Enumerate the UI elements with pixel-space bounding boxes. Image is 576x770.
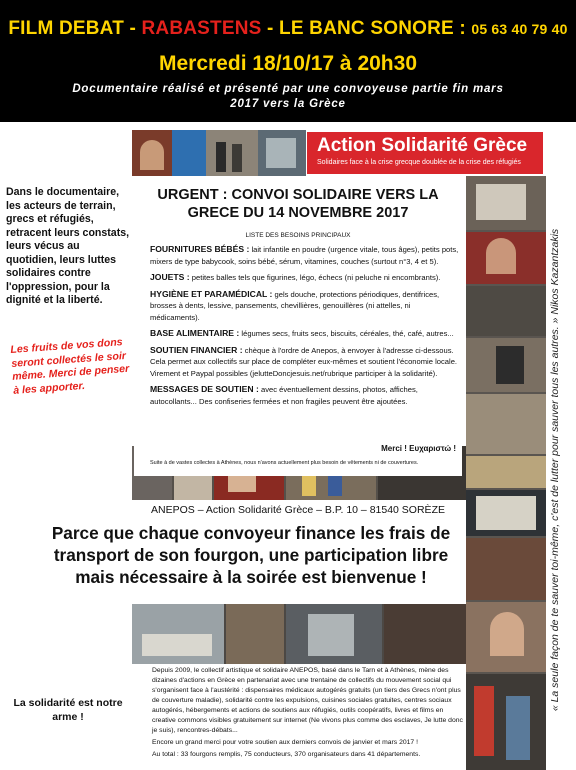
need-item-food: BASE ALIMENTAIRE : légumes secs, fruits secs, biscuits, céréales, thé, café, autres... bbox=[150, 328, 454, 338]
solidarity-slogan: La solidarité est notre arme ! bbox=[13, 697, 123, 723]
event-tagline: Documentaire réalisé et présenté par une convoyeuse partie fin mars 2017 vers la Grèce bbox=[72, 83, 504, 110]
urgent-title: URGENT : CONVOI SOLIDAIRE VERS LA GRECE DU 14 NOVEMBRE 2017 bbox=[157, 187, 439, 221]
event-header bbox=[0, 0, 576, 122]
event-title-line bbox=[0, 18, 576, 40]
need-item-baby: FOURNITURES BÉBÉS : lait infantile en poudre (urgence vitale, tous âges), petits pots, mixers de type babycook, soins bébé, sérum, vitamines, couches (surtout n°3, 4 et 5). bbox=[150, 244, 459, 266]
city-label: RABASTENS bbox=[141, 18, 262, 39]
kazantzakis-quote: « La seule façon de te sauver toi-même, c'est de lutter pour sauver tous les autres. » Nikos Kazantzakis bbox=[549, 228, 561, 712]
banner-subtitle: Solidaires face à la crise grecque doublée de la crise des réfugiés bbox=[317, 159, 521, 166]
convoy-totals: Au total : 33 fourgons remplis, 75 conducteurs, 370 organisateurs dans 41 départements. bbox=[152, 751, 421, 758]
action-solidarite-banner bbox=[307, 132, 543, 174]
need-item-messages: MESSAGES DE SOUTIEN : avec éventuellement dessins, photos, affiches, autocollants... Des confiseries fermées et non fragiles peuvent être ajoutées. bbox=[150, 384, 418, 406]
anepos-paragraph: Depuis 2009, le collectif artistique et solidaire ANEPOS, basé dans le Tarn et à Athènes, mène des dizaines d'actions en Grèce en partenariat avec une trentaine de collectifs du mouvement social qui s'organisent face à l'austérité : dispensaires médicaux autogérés gratuits (un tiers des Grecs n'ont plus de couverture maladie), solidarité contre les expulsions, cuisines sociales gratuites, centres sociaux autogérés, hébergements et actions de soutiens aux réfugiés, outils coopératifs, livres et films en creative commons visibles gratuitement sur internet (Ne vivons plus comme des esclaves, Je lutte donc je suis), rencontres-débats... bbox=[152, 667, 463, 734]
venue-label: - LE BANC SONORE : bbox=[261, 18, 472, 39]
event-date: Mercredi 18/10/17 à 20h30 bbox=[158, 52, 417, 75]
donations-note: Les fruits de vos dons seront collectés le soir même. Merci de penser à les apporter. bbox=[10, 336, 130, 397]
needs-list-heading: LISTE DES BESOINS PRINCIPAUX bbox=[245, 232, 351, 239]
anepos-description bbox=[152, 666, 466, 762]
need-item-toys: JOUETS : petites balles tels que figurines, légo, échecs (ni peluche ni encombrants). bbox=[150, 272, 441, 282]
phone-number: 05 63 40 79 40 bbox=[471, 21, 568, 37]
photo-column-right bbox=[466, 176, 546, 770]
postal-address: ANEPOS – Action Solidarité Grèce – B.P. 10 – 81540 SORÈZE bbox=[151, 504, 445, 516]
participation-headline: Parce que chaque convoyeur finance les frais de transport de son fourgon, une participation libre mais nécessaire à la soirée est bienvenue ! bbox=[51, 523, 451, 587]
photo-banner-strip bbox=[132, 130, 306, 176]
urgent-convoy-box bbox=[134, 176, 462, 476]
film-debat-label: FILM DEBAT - bbox=[8, 18, 142, 39]
banner-title: Action Solidarité Grèce bbox=[317, 135, 528, 156]
documentary-intro: Dans le documentaire, les acteurs de terrain, grecs et réfugiés, retracent leurs constats, leurs vécus au quotidien, leurs luttes solidaires contre l'oppression, pour la dignité et la liberté. bbox=[6, 186, 130, 306]
urgent-footnote: Suite à de vastes collectes à Athènes, nous n'avons actuellement plus besoin de vêtements ni de couvertures. bbox=[150, 460, 419, 466]
thanks-label: Merci ! Ευχαριστώ ! bbox=[381, 444, 456, 453]
photo-strip-bottom bbox=[132, 604, 466, 664]
needs-list bbox=[150, 244, 462, 412]
convoy-thanks: Encore un grand merci pour votre soutien aux derniers convois de janvier et mars 2017 ! bbox=[152, 739, 418, 746]
need-item-hygiene: HYGIÈNE ET PARAMÉDICAL : gels douche, protections périodiques, dentifrices, brosses à dents, lessive, pansements, chevillières, genouillères (ni attelles, ni médicaments). bbox=[150, 288, 440, 322]
need-item-financial: SOUTIEN FINANCIER : chèque à l'ordre de Anepos, à envoyer à l'adresse ci-dessous. Cela permet aux collectifs sur place de compléter eux-mêmes et soutient l'économie locale. Virement et Paypal possibles (jelutteDoncjesuis.net/rubrique participer à la solidarité). bbox=[150, 344, 458, 378]
